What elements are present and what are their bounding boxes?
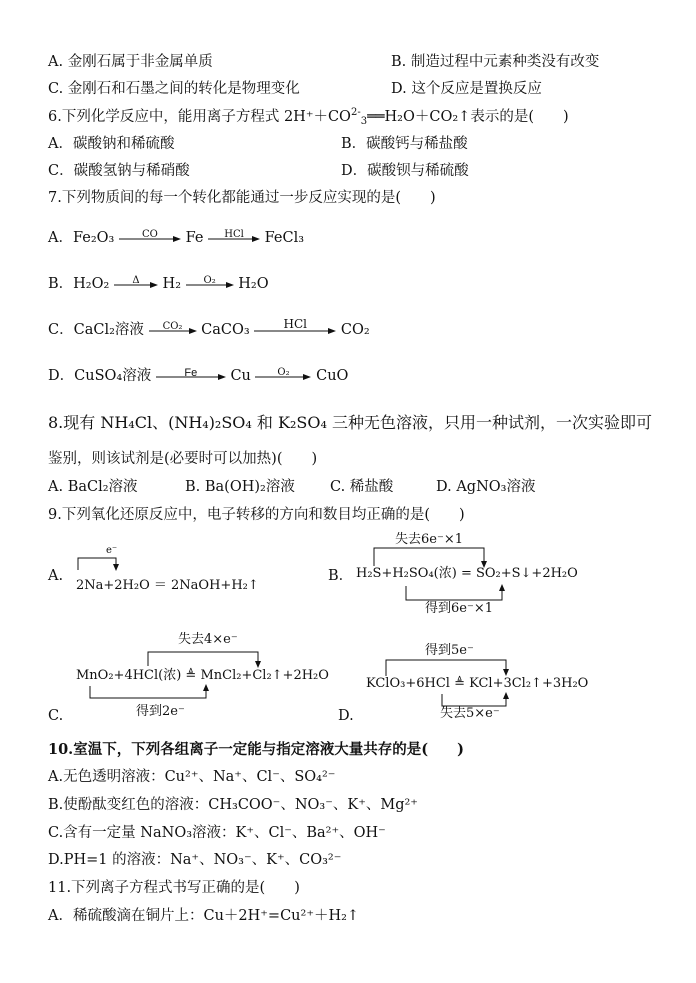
q10-option-b: B.使酚酞变红色的溶液：CH₃COO⁻、NO₃⁻、K⁺、Mg²⁺	[48, 797, 418, 813]
q7-c-cond1: CO₂	[162, 321, 183, 332]
q9-d-equation: KClO₃+6HCl ≜ KCl+3Cl₂↑+3H₂O	[366, 676, 589, 691]
q9-c-bottom-label: 得到2e⁻	[136, 704, 185, 719]
q7-b-s2: H₂	[162, 276, 182, 292]
q10-option-a: A.无色透明溶液：Cu²⁺、Na⁺、Cl⁻、SO₄²⁻	[48, 769, 336, 785]
q9-d-label: D.	[338, 708, 354, 724]
q7-option-a	[48, 228, 304, 248]
q7-option-c	[48, 317, 370, 340]
q7-a-s1: Fe₂O₃	[72, 230, 115, 246]
q6-option-a: A．碳酸钠和稀硫酸	[48, 136, 175, 152]
q9-c-top-label: 失去4×e⁻	[178, 632, 238, 647]
q7-a-cond1: CO	[142, 229, 158, 240]
q9-b-equation: H₂S+H₂SO₄(浓) = SO₂+S↓+2H₂O	[356, 566, 578, 581]
q10-option-c: C.含有一定量 NaNO₃溶液：K⁺、Cl⁻、Ba²⁺、OH⁻	[48, 825, 386, 841]
q11-stem: 11.下列离子方程式书写正确的是( )	[48, 880, 300, 896]
q7-option-b	[48, 274, 269, 294]
q6-stem	[48, 107, 569, 129]
q6-option-b: B．碳酸钙与稀盐酸	[341, 136, 468, 152]
q9-b-bottom-label: 得到6e⁻×1	[425, 601, 493, 616]
q5-option-d: D. 这个反应是置换反应	[391, 81, 542, 97]
q8-option-a: A. BaCl₂溶液	[48, 479, 138, 495]
q9-a-label: A.	[48, 568, 64, 584]
q7-b-s1: H₂O₂	[73, 276, 110, 292]
q8-stem-line2: 鉴别，则该试剂是(必要时可以加热)( )	[48, 451, 318, 467]
q8-stem-line1: 8.现有 NH₄Cl、(NH₄)₂SO₄ 和 K₂SO₄ 三种无色溶液，只用一种试剂，一次实验即可	[48, 413, 652, 432]
q5-option-c: C. 金刚石和石墨之间的转化是物理变化	[48, 81, 300, 97]
q9-b-label: B．	[328, 568, 354, 584]
q5-option-b: B. 制造过程中元素种类没有改变	[391, 54, 600, 70]
q6-stem-post: ══H₂O＋CO₂↑表示的是( )	[367, 109, 569, 125]
q9-a-transfer-arrow	[70, 552, 130, 572]
q10-option-d: D.PH=1 的溶液：Na⁺、NO₃⁻、K⁺、CO₃²⁻	[48, 852, 342, 868]
q7-a-arrow1	[119, 228, 181, 248]
q9-b-top-label: 失去6e⁻×1	[395, 532, 463, 547]
q7-c-arrow1	[149, 320, 197, 340]
q9-stem: 9.下列氧化还原反应中，电子转移的方向和数目均正确的是( )	[48, 507, 465, 523]
q7-d-s2: Cu	[230, 368, 251, 384]
q7-d-cond1: Fe	[184, 367, 198, 379]
q11-option-a: A．稀硫酸滴在铜片上：Cu＋2H⁺=Cu²⁺＋H₂↑	[48, 908, 360, 924]
q6-option-c: C．碳酸氢钠与稀硝酸	[48, 163, 190, 179]
q6-option-d: D．碳酸钡与稀硫酸	[341, 163, 469, 179]
q9-d-bottom-label: 失去5×e⁻	[440, 706, 500, 721]
q7-a-cond2: HCl	[224, 229, 244, 240]
q7-d-arrow2	[255, 366, 311, 386]
q7-d-cond2: O₂	[277, 367, 290, 378]
q6-stem-pre: 6.下列化学反应中，能用离子方程式 2H⁺＋CO	[48, 109, 351, 125]
q7-c-cond2: HCl	[283, 317, 308, 331]
q7-d-arrow1	[156, 366, 226, 386]
q7-a-s3: FeCl₃	[264, 230, 305, 246]
q7-b-label: B．	[48, 276, 74, 292]
q7-c-s1: CaCl₂溶液	[73, 322, 144, 338]
q7-c-s2: CaCO₃	[201, 322, 250, 338]
q7-b-s3: H₂O	[238, 276, 269, 292]
q7-stem: 7.下列物质间的每一个转化都能通过一步反应实现的是( )	[48, 190, 436, 206]
q8-option-d: D. AgNO₃溶液	[436, 479, 536, 495]
q9-c-label: C.	[48, 708, 64, 724]
q8-option-c: C. 稀盐酸	[330, 479, 394, 495]
q7-a-arrow2	[208, 228, 260, 248]
q8-option-b: B. Ba(OH)₂溶液	[185, 479, 295, 495]
q7-c-arrow2	[254, 317, 336, 340]
q7-a-s2: Fe	[185, 230, 204, 246]
q6-stem-sub: 3	[360, 116, 368, 127]
q9-d-top-label: 得到5e⁻	[425, 643, 474, 658]
q7-c-label: C．	[48, 322, 74, 338]
q5-option-a: A. 金刚石属于非金属单质	[48, 54, 213, 70]
q7-b-arrow1	[114, 274, 158, 294]
q6-stem-charge: 2-	[350, 107, 361, 119]
q9-a-equation: 2Na+2H₂O ＝ 2NaOH+H₂↑	[76, 578, 259, 593]
q7-d-label: D．	[48, 368, 75, 384]
q7-a-label: A．	[48, 230, 73, 246]
q7-b-cond1: Δ	[132, 275, 140, 286]
q7-b-arrow2	[186, 274, 234, 294]
q7-d-s3: CuO	[316, 368, 349, 384]
q7-b-cond2: O₂	[203, 275, 216, 286]
q9-c-equation: MnO₂+4HCl(浓) ≜ MnCl₂+Cl₂↑+2H₂O	[76, 668, 329, 683]
q10-stem: 10.室温下，下列各组离子一定能与指定溶液大量共存的是( )	[48, 741, 464, 758]
q7-d-s1: CuSO₄溶液	[74, 368, 152, 384]
q7-option-d	[48, 366, 348, 386]
q9-a-electron: e⁻	[106, 545, 118, 556]
q7-c-s3: CO₂	[340, 322, 370, 338]
